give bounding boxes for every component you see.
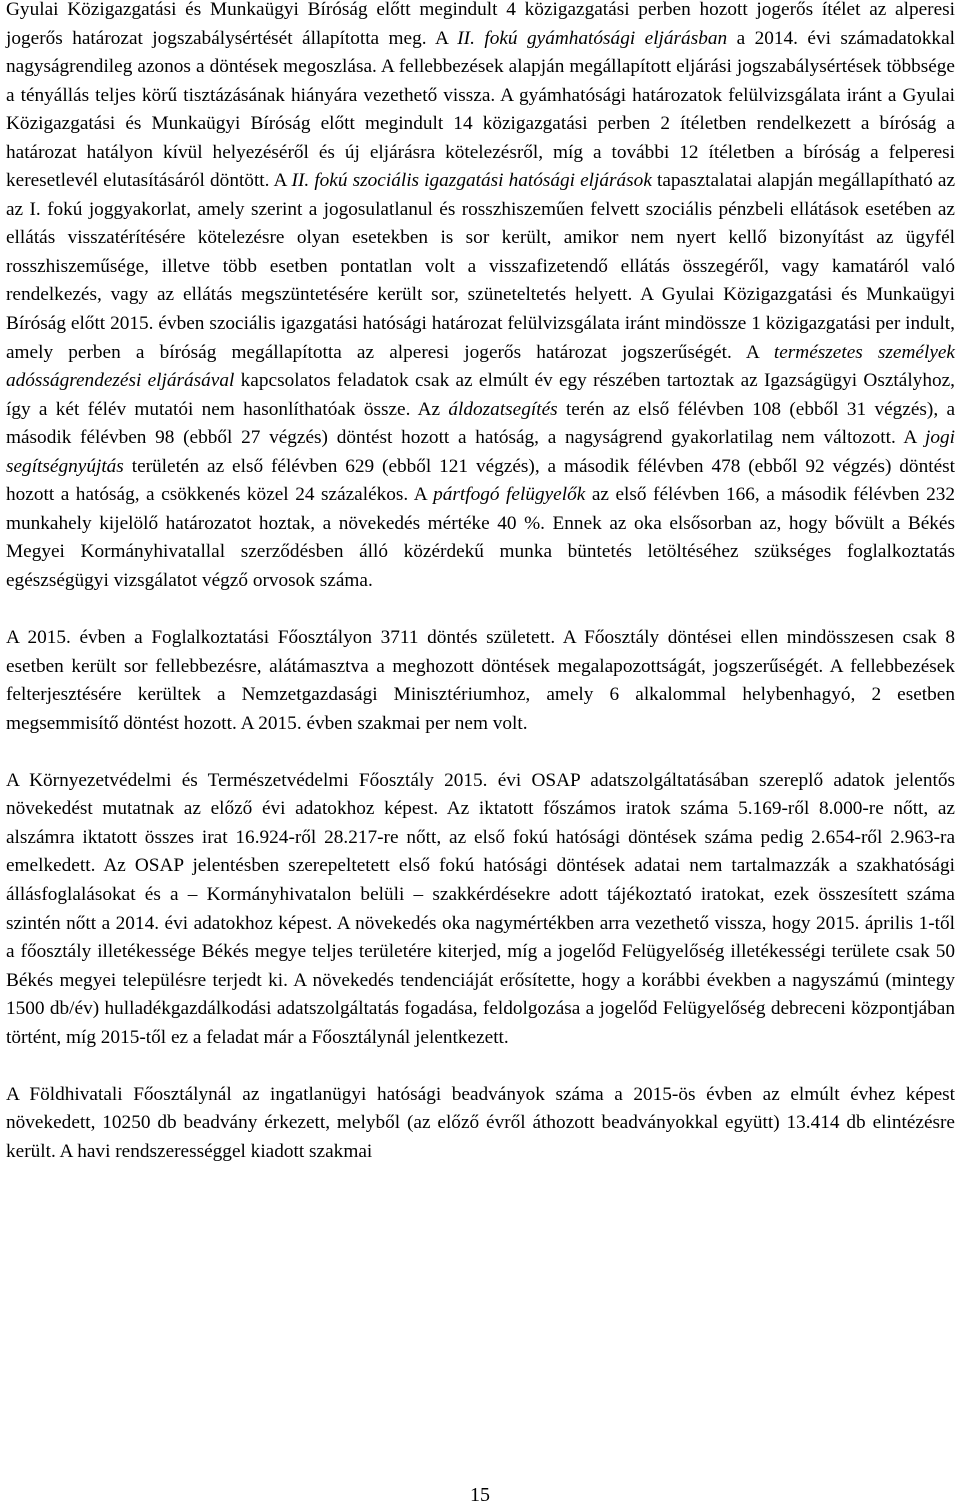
page-number: 15 [470, 1484, 490, 1506]
paragraph-employment-department: A 2015. évben a Foglalkoztatási Főosztályon 3711 döntés született. A Főosztály döntései ellen mindösszesen csak 8 esetben került sor fellebbezésre, alátámasztva a meghozott döntések megalapozottságát, jogszerűségét. A fellebbezések felterjesztésére kerültek a Nemzetgazdasági Minisztériumhoz, amely 6 alkalommal helybenhagyó, 2 esetben megsemmisítő döntést hozott. A 2015. évben szakmai per nem volt. [6, 627, 955, 734]
paragraph-environmental-department: A Környezetvédelmi és Természetvédelmi Főosztály 2015. évi OSAP adatszolgáltatásában szereplő adatok jelentős növekedést mutatnak az előző évi adatokhoz képest. Az iktatott főszámos iratok száma 5.169-ről 8.000-re nőtt, az alszámra iktatott összes irat 16.924-ről 28.217-re nőtt, az első fokú hatósági döntések száma pedig 2.654-ről 2.963-ra emelkedett. Az OSAP jelentésben szerepeltetett első fokú hatósági döntések adatai nem tartalmazzák a szakhatósági állásfoglalásokat és a – Kormányhivatalon belüli – szakkérdésekre adott tájékoztató iratokat, ezek összesített száma szintén nőtt a 2014. évi adatokhoz képest. A növekedés oka nagymértékben arra vezethető vissza, hogy 2015. április 1-től a főosztály illetékessége Békés megye teljes területére kiterjed, míg a jogelőd Felügyelőség illetékességi területe csak 50 Békés megyei településre terjedt ki. A növekedés tendenciáját erősítette, hogy a korábbi években a nagyszámú (mintegy 1500 db/év) hulladékgazdálkodási adatszolgáltatás fogadása, feldolgozása a jogelőd Felügyelőség debreceni központjában történt, míg 2015-től ez a feladat már a Főosztálynál jelentkezett. [6, 769, 955, 1048]
italic-term: áldozatsegítés [448, 398, 558, 420]
italic-term: pártfogó felügyelők [433, 484, 586, 506]
document-page [6, 0, 955, 1166]
italic-term: természetes személyek adósságrendezési eljárásával [6, 341, 955, 392]
paragraph-land-office-department: A Földhivatali Főosztálynál az ingatlanügyi hatósági beadványok száma a 2015-ös évben az elmúlt évhez képest növekedett, 10250 db beadvány érkezett, melyből (az előző évről áthozott beadványokkal együtt) 13.414 db elintézésre került. A havi rendszerességgel kiadott szakmai [6, 1083, 955, 1162]
paragraph-court-and-guardianship: Gyulai Közigazgatási és Munkaügyi Bíróság előtt megindult 4 közigazgatási perben hozott jogerős ítélet az alperesi jogerős határozat jogszabálysértését állapította meg. A II. fokú gyámhatósági eljárásban a 2014. évi számadatokkal nagyságrendileg azonos a döntések megoszlása. A fellebbezések alapján megállapított eljárási jogszabálysértések többsége a tényállás teljes körű tisztázásának hiányára vezethető vissza. A gyámhatósági határozatok felülvizsgálata iránt a Gyulai Közigazgatási és Munkaügyi Bíróság előtt megindult 14 közigazgatási perben 2 ítéletben rendelkezett a bíróság a határozat hatályon kívül helyezéséről és új eljárásra kötelezésről, míg a további 12 ítéletben a bíróság a felperesi keresetlevél elutasításáról döntött. A II. fokú szociális igazgatási hatósági eljárások tapasztalatai alapján megállapítható az az I. fokú joggyakorlat, amely szerint a jogosulatlanul és rosszhiszeműen felvett szociális pénzbeli ellátások esetében az ellátás visszatérítésére kötelezésre olyan esetekben is sor került, amikor nem nyert kellő bizonyítást az ügyfél rosszhiszeműsége, illetve több esetben pontatlan volt a visszafizetendő ellátás összegéről, vagy kamatáról való rendelkezés, vagy az ellátás megszüntetésére került sor, szüneteltetés helyett. A Gyulai Közigazgatási és Munkaügyi Bíróság előtt 2015. évben szociális igazgatási hatósági határozat felülvizsgálata iránt mindössze 1 közigazgatási per indult, amely perben a bíróság megállapította az alperesi jogerős határozat jogszerűségét. A természetes személyek adósságrendezési eljárásával kapcsolatos feladatok csak az elmúlt év egy részében tartoztak az Igazságügyi Osztályhoz, így a két félév mutatói nem hasonlíthatóak össze. Az áldozatsegítés terén az első félévben 108 (ebből 31 végzés), a második félévben 98 (ebből 27 végzés) döntést hozott a hatóság, a nagyságrend gyakorlatilag nem változott. A jogi segítségnyújtás területén az első félévben 629 (ebből 121 végzés), a második félévben 478 (ebből 92 végzés) döntést hozott a hatóság, a csökkenés közel 24 százalékos. A pártfogó felügyelők az első félévben 166, a második félévben 232 munkahely kijelölő határozatot hoztak, a növekedés mértéke 40 %. Ennek az oka elsősorban az, hogy bővült a Békés Megyei Kormányhivatallal szerződésben álló közérdekű munka büntetés letöltéséhez szükséges foglalkoztatás egészségügyi vizsgálatot végző orvosok száma. [6, 0, 956, 591]
italic-term: II. fokú gyámhatósági eljárásban [457, 27, 728, 49]
italic-term: jogi segítségnyújtás [6, 427, 955, 477]
italic-term: II. fokú szociális igazgatási hatósági eljárások [291, 170, 652, 192]
